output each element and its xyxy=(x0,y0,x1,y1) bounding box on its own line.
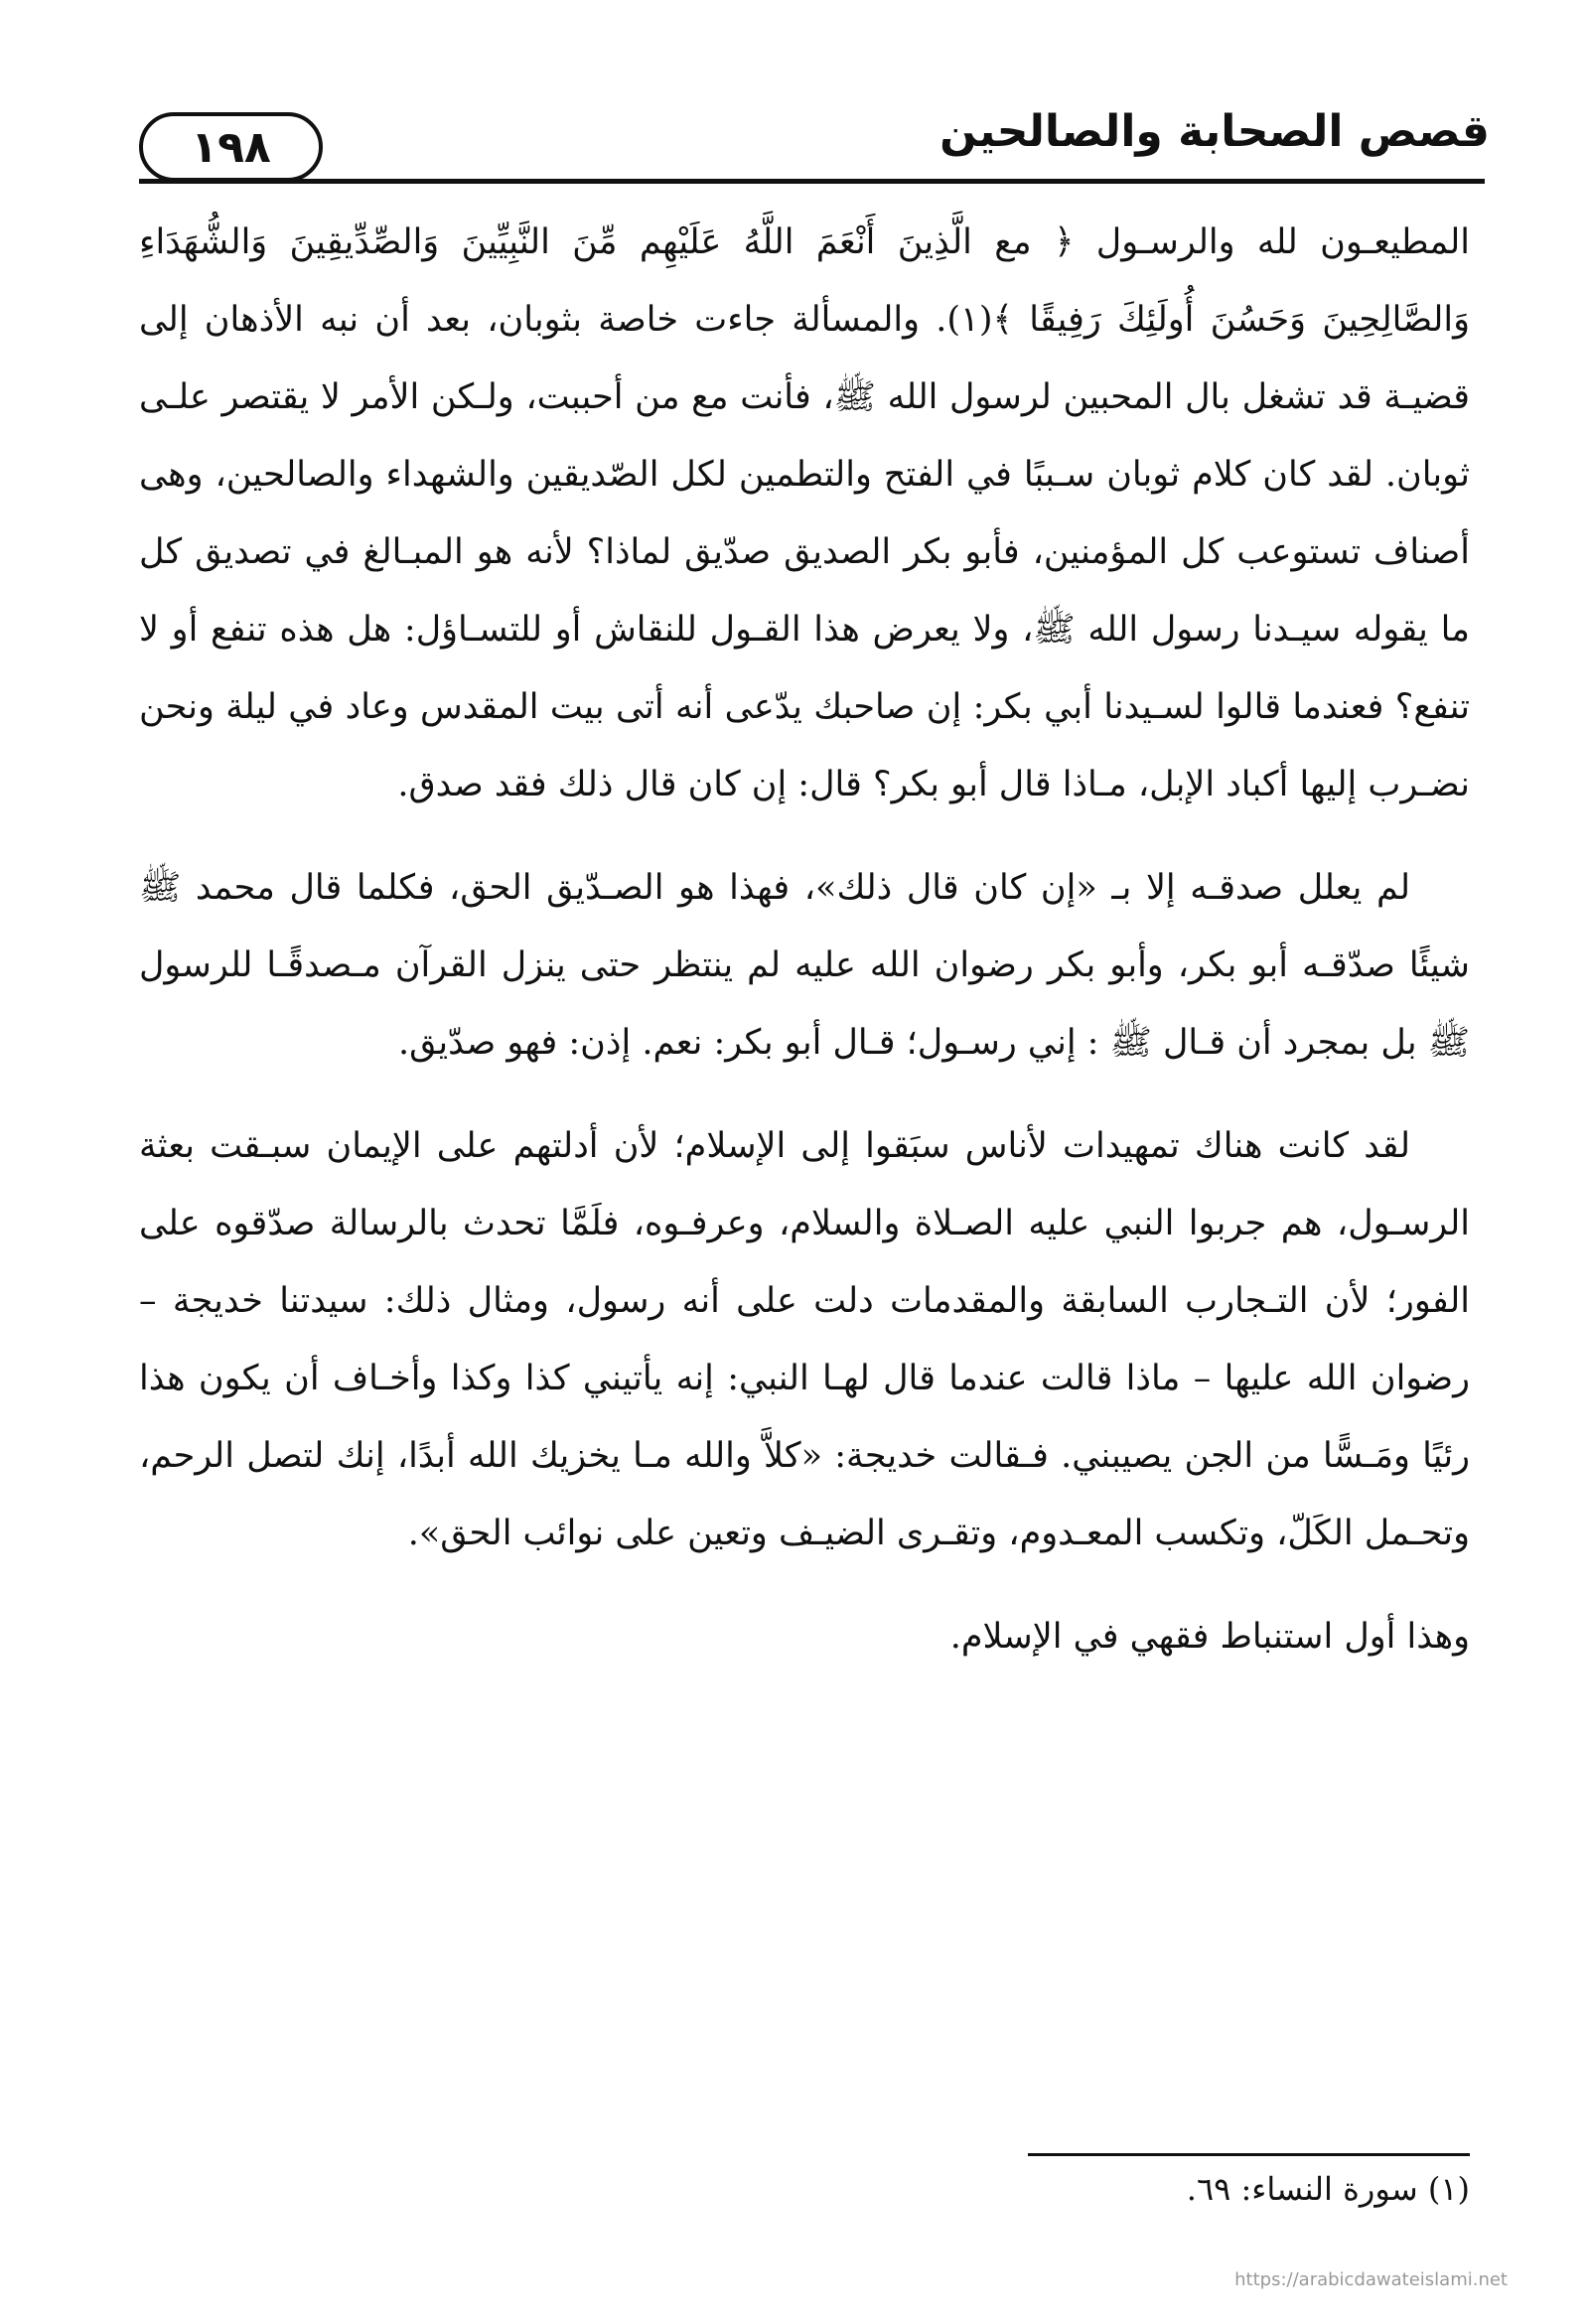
footnote-divider xyxy=(1028,2153,1470,2156)
paragraph-2: لم يعلل صدقـه إلا بـ «إن كان قال ذلك»، فهذا هو الصـدّيق الحق، فكلما قال محمد ﷺ شيئًا صدّقـه أبو بكر، وأبو بكر رضوان الله عليه لم ينتظر حتى ينزل القرآن مـصدقًـا للرسول ﷺ بل بمجرد أن قـال ﷺ : إني رسـول؛ قـال أبو بكر: نعم. إذن: فهو صدّيق. xyxy=(139,868,1470,1063)
paragraph-1: المطيعـون لله والرسـول ﴿ مع الَّذِينَ أَنْعَمَ اللَّهُ عَلَيْهِم مِّنَ النَّبِيِّينَ وَالصِّدِّيقِينَ وَالشُّهَدَاءِ وَالصَّالِحِينَ وَحَسُنَ أُولَئِكَ رَفِيقًا ﴾(١). والمسألة جاءت خاصة بثوبان، بعد أن نبه الأذهان إلى قضيـة قد تشغل بال المحبين لرسول الله ﷺ، فأنت مع من أحببت، ولـكن الأمر لا يقتصر علـى ثوبان. لقد كان كلام ثوبان سـببًا في الفتح والتطمين لكل الصّديقين والشهداء والصالحين، وهى أصناف تستوعب كل المؤمنين، فأبو بكر الصديق صدّيق لماذا؟ لأنه هو المبـالغ في تصديق كل ما يقوله سيـدنا رسول الله ﷺ، ولا يعرض هذا القـول للنقاش أو للتسـاؤل: هل هذه تنفع أو لا تنفع؟ فعندما قالوا لسـيدنا أبي بكر: إن صاحبك يدّعى أنه أتى بيت المقدس وعاد في ليلة ونحن نضـرب إليها أكباد الإبل، مـاذا قال أبو بكر؟ قال: إن كان قال ذلك فقد صدق. xyxy=(139,222,1470,804)
page-header xyxy=(139,94,1490,184)
page-number: ١٩٨ xyxy=(139,112,323,182)
book-title: قصص الصحابة والصالحين xyxy=(939,106,1490,157)
footnote: (١) سورة النساء: ٦٩. xyxy=(1186,2170,1470,2208)
body-text xyxy=(139,204,1470,1701)
paragraph-3: لقد كانت هناك تمهيدات لأناس سبَقوا إلى الإسلام؛ لأن أدلتهم على الإيمان سبـقت بعثة الرسـول، هم جربوا النبي عليه الصـلاة والسلام، وعرفـوه، فلَمَّا تحدث بالرسالة صدّقوه على الفور؛ لأن التـجارب السابقة والمقدمات دلت على أنه رسول، ومثال ذلك: سيدتنا خديجة – رضوان الله عليها – ماذا قالت عندما قال لهـا النبي: إنه يأتيني كذا وكذا وأخـاف أن يكون هذا رئيًا ومَـسًّا من الجن يصيبني. فـقالت خديجة: «كلاَّ والله مـا يخزيك الله أبدًا، إنك لتصل الرحم، وتحـمل الكَلّ، وتكسب المعـدوم، وتقـرى الضيـف وتعين على نوائب الحق». xyxy=(139,1126,1471,1553)
paragraph-4: وهذا أول استنباط فقهي في الإسلام. xyxy=(949,1617,1470,1657)
watermark-url: https://arabicdawateislami.net xyxy=(1234,2269,1508,2290)
header-divider xyxy=(139,179,1485,184)
